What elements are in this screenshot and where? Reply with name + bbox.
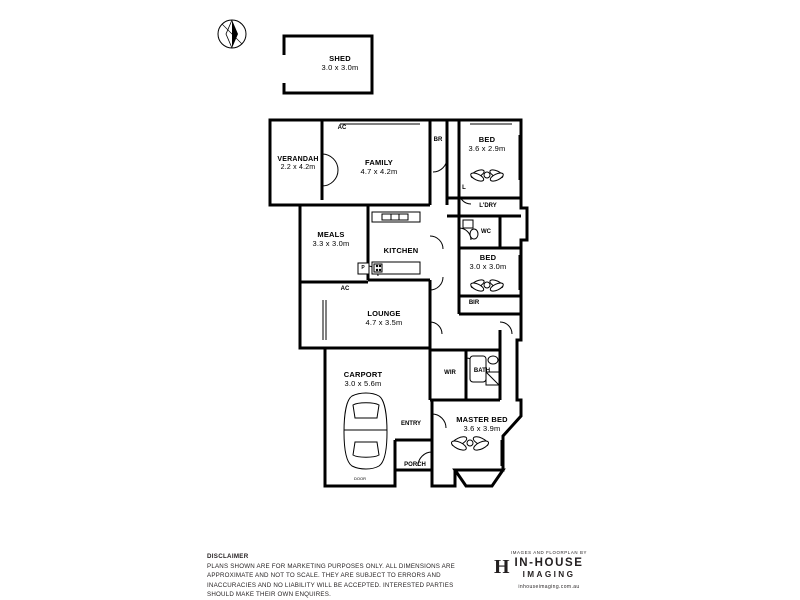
- room-dims: 4.7 x 3.5m: [365, 317, 403, 327]
- label-pantry: P: [361, 265, 365, 271]
- room-label-carport: [344, 371, 382, 388]
- room-label-shed: [321, 55, 358, 72]
- room-label-kitchen: [384, 247, 419, 256]
- room-label-master-bed: [456, 416, 508, 433]
- logo-main-text: IN-HOUSE: [514, 557, 584, 569]
- room-label-verandah: [277, 156, 318, 172]
- room-dims: 3.3 x 3.0m: [312, 238, 350, 248]
- room-label-meals: [312, 231, 349, 248]
- label-wc: WC: [481, 229, 491, 235]
- logo-sub-text: IMAGING: [522, 570, 576, 580]
- room-dims: 3.6 x 2.9m: [468, 143, 506, 153]
- room-name: BED: [479, 253, 497, 262]
- disclaimer-block: [207, 553, 467, 599]
- disclaimer-body: PLANS SHOWN ARE FOR MARKETING PURPOSES ONLY. ALL DIMENSIONS ARE APPROXIMATE AND NOT TO SCALE. THEY ARE SUBJECT TO ERRORS AND INACCURACIES AND NO LIABILITY WILL BE ACCEPTED. INTERESTED PARTIES SHOULD MAKE THEIR OWN ENQUIRES.: [207, 563, 456, 598]
- logo-tagline: IMAGES AND FLOORPLAN BY: [510, 550, 588, 555]
- room-name: BED: [478, 135, 496, 144]
- room-name: KITCHEN: [383, 246, 419, 255]
- company-logo: [494, 550, 604, 590]
- logo-url[interactable]: inhouseimaging.com.au: [518, 584, 580, 591]
- car-icon: [344, 393, 387, 469]
- room-dims: 3.6 x 3.9m: [463, 423, 501, 433]
- label-entry: ENTRY: [400, 421, 422, 427]
- room-name: FAMILY: [364, 158, 393, 167]
- label-wir: WIR: [444, 370, 456, 376]
- label-door: DOOR: [354, 476, 366, 481]
- room-label-lounge: [365, 310, 402, 327]
- room-name: CARPORT: [343, 370, 383, 379]
- label-ac-lounge: AC: [340, 286, 350, 292]
- bay-window: [455, 470, 503, 486]
- room-label-bed-1: [468, 136, 505, 153]
- room-label-family: [360, 159, 397, 176]
- label-bath: BATH: [473, 368, 491, 374]
- label-linen: L: [462, 185, 466, 191]
- room-name: MEALS: [317, 230, 345, 239]
- label-porch: PORCH: [404, 462, 426, 468]
- room-name: VERANDAH: [277, 156, 319, 163]
- room-dims: 3.0 x 5.6m: [344, 378, 382, 388]
- room-label-bed-2: [469, 254, 506, 271]
- room-name: SHED: [329, 54, 351, 63]
- room-dims: 3.0 x 3.0m: [469, 261, 507, 271]
- label-laundry: L'DRY: [479, 203, 497, 209]
- label-bir: BIR: [468, 300, 480, 306]
- disclaimer-title: DISCLAIMER: [207, 553, 249, 560]
- room-dims: 2.2 x 4.2m: [280, 164, 316, 172]
- logo-monogram: H: [494, 556, 510, 578]
- room-dims: 3.0 x 3.0m: [321, 62, 359, 72]
- label-br: BR: [433, 137, 443, 143]
- room-name: LOUNGE: [367, 309, 401, 318]
- north-arrow: [218, 20, 246, 48]
- room-name: MASTER BED: [456, 415, 508, 424]
- room-dims: 4.7 x 4.2m: [360, 166, 398, 176]
- label-ac-family: AC: [337, 125, 347, 131]
